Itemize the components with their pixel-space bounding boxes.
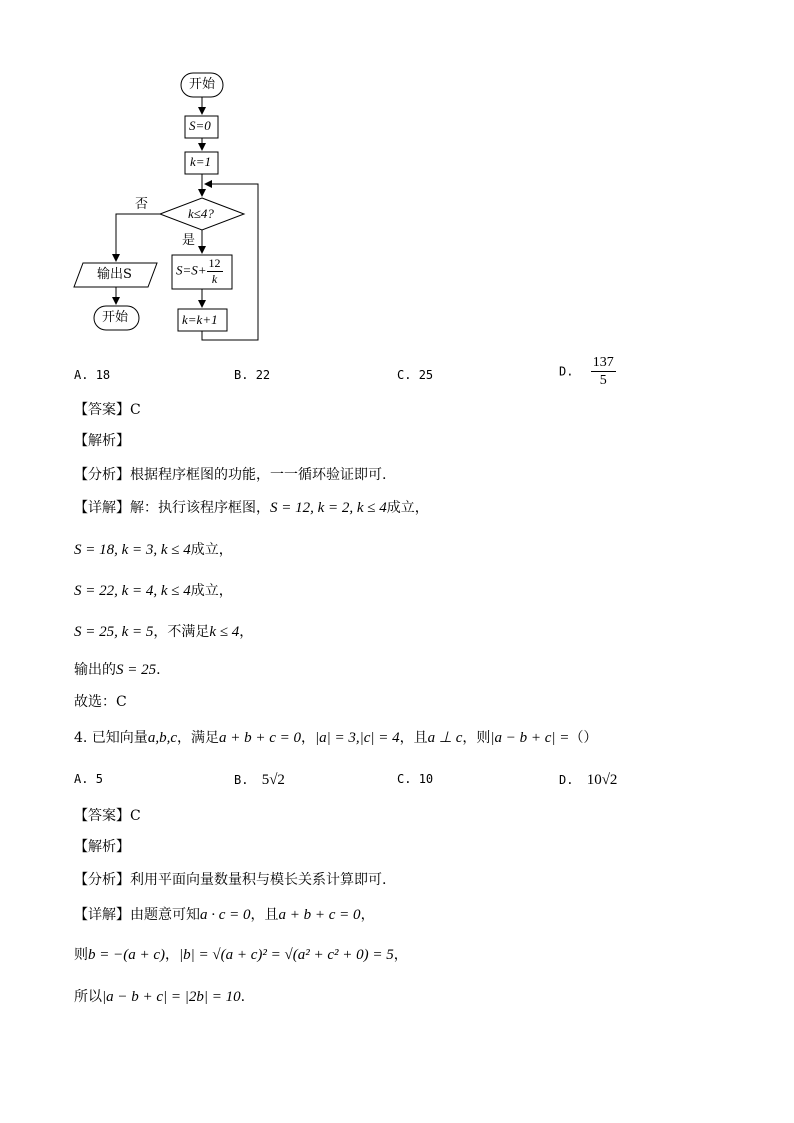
q4-d3-prefix: 所以 xyxy=(74,989,102,1005)
q3-step0-suffix: 成立， xyxy=(386,500,429,516)
q3-option-a xyxy=(74,368,110,382)
s-update-num: 12 xyxy=(208,256,221,270)
q3-option-c xyxy=(397,368,433,382)
s-init-label: S=0 xyxy=(189,118,211,133)
q4-answer-value: C xyxy=(130,808,141,824)
q4-option-b-letter: B. xyxy=(234,773,249,787)
k-init-label: k=1 xyxy=(190,154,212,169)
q4-detail-line-1 xyxy=(74,906,375,924)
no-label: 否 xyxy=(135,197,149,212)
q4-option-b xyxy=(234,772,285,789)
q3-answer xyxy=(74,401,141,419)
q4-stem-perp: a ⊥ c xyxy=(427,730,463,746)
q4-d1-mid: ，且 xyxy=(250,907,279,923)
q4-stem-d: ，且 xyxy=(399,730,428,746)
q4-stem-blank: （） xyxy=(569,730,598,746)
increment-label: k=k+1 xyxy=(182,312,218,327)
q3-detail-line-1 xyxy=(74,541,233,559)
q4-option-c-letter: C. xyxy=(397,772,412,786)
q3-output-math: S = 25 xyxy=(116,662,157,678)
q4-fenxi-tag: 【分析】 xyxy=(74,872,130,888)
q3-choice: 故选：C xyxy=(74,694,127,710)
q4-option-d-letter: D. xyxy=(559,773,574,787)
q4-stem-norms: |a| = 3,|c| = 4 xyxy=(315,730,400,746)
q3-option-b xyxy=(234,368,270,382)
q3-detail-line-0 xyxy=(74,499,429,517)
q4-detail-line-3 xyxy=(74,988,245,1006)
q4-option-a-value: 5 xyxy=(95,772,103,786)
s-update-label xyxy=(176,256,223,287)
q3-fenxi xyxy=(74,466,386,484)
q3-option-d-den: 5 xyxy=(599,373,607,388)
q4-d2-math1: b = −(a + c) xyxy=(88,947,166,963)
q3-fenxi-text: 根据程序框图的功能，一一循环验证即可. xyxy=(130,467,387,483)
q4-number: 4. xyxy=(74,730,88,746)
q3-answer-tag: 【答案】 xyxy=(74,402,130,418)
q3-step3-mid: ，不满足 xyxy=(153,624,210,640)
q4-d2-suffix: ， xyxy=(393,947,408,963)
q4-d2-mid: ， xyxy=(165,947,180,963)
q3-detail-line-2 xyxy=(74,582,233,600)
q4-option-d xyxy=(559,772,617,789)
q3-option-c-value: 25 xyxy=(418,368,434,382)
q4-option-d-value: 10√2 xyxy=(586,772,618,788)
q4-fenxi-text: 利用平面向量数量积与模长关系计算即可. xyxy=(130,872,387,888)
q4-option-a xyxy=(74,772,103,786)
q4-stem-e: ，则 xyxy=(462,730,491,746)
start-label: 开始 xyxy=(189,77,216,92)
q3-xiangjie-tag: 【详解】 xyxy=(74,500,130,516)
q4-analysis-tag: 【解析】 xyxy=(74,839,130,855)
q3-detail-line-3 xyxy=(74,623,253,641)
q3-option-d-num: 137 xyxy=(592,355,614,370)
q4-d1-prefix: 由题意可知 xyxy=(130,907,200,923)
output-label: 输出S xyxy=(97,267,132,282)
q4-d2-prefix: 则 xyxy=(74,947,88,963)
flowchart xyxy=(0,0,794,350)
q4-d3-math: |a − b + c| = |2b| = 10 xyxy=(102,989,241,1005)
q4-stem-a: 已知向量 xyxy=(91,730,148,746)
yes-label: 是 xyxy=(182,233,196,248)
q4-stem-c: ， xyxy=(301,730,316,746)
q3-step0-prefix: 解：执行该程序框图， xyxy=(130,500,270,516)
q4-option-c-value: 10 xyxy=(418,772,434,786)
q4-option-c xyxy=(397,772,433,786)
q4-xiangjie-tag: 【详解】 xyxy=(74,907,130,923)
q3-option-b-letter: B. xyxy=(234,368,249,382)
end-label: 开始 xyxy=(102,310,129,325)
q4-d2-math2: |b| = √(a + c)² = √(a² + c² + 0) = 5 xyxy=(179,947,394,963)
q3-step3-suffix: ， xyxy=(239,624,254,640)
q4-fenxi xyxy=(74,871,386,889)
q3-option-a-letter: A. xyxy=(74,368,89,382)
q3-output-suffix: . xyxy=(156,662,161,678)
condition-label: k≤4? xyxy=(188,206,214,221)
q4-d1-math2: a + b + c = 0 xyxy=(278,907,361,923)
q3-option-a-value: 18 xyxy=(95,368,111,382)
q4-stem-target: |a − b + c| = xyxy=(490,730,570,746)
q4-stem-sum: a + b + c = 0 xyxy=(218,730,302,746)
q4-detail-line-2 xyxy=(74,946,408,964)
q4-d1-math1: a · c = 0 xyxy=(200,907,251,923)
q3-option-c-letter: C. xyxy=(397,368,412,382)
q4-option-b-value: 5√2 xyxy=(261,772,285,788)
q3-analysis-tag: 【解析】 xyxy=(74,433,130,449)
q3-step3-math: S = 25, k = 5 xyxy=(74,624,154,640)
q3-fenxi-tag: 【分析】 xyxy=(74,467,130,483)
q3-step3-math2: k ≤ 4 xyxy=(209,624,240,640)
q3-option-d xyxy=(559,354,616,389)
q4-answer-tag: 【答案】 xyxy=(74,808,130,824)
s-update-prefix: S=S+ xyxy=(176,262,207,278)
s-update-den: k xyxy=(211,272,218,286)
q4-d1-suffix: ， xyxy=(360,907,375,923)
q4-stem-b: ，满足 xyxy=(176,730,219,746)
q3-output-prefix: 输出的 xyxy=(74,662,116,678)
q4-stem-vectors: a,b,c xyxy=(147,730,177,746)
q3-output-line xyxy=(74,661,161,679)
q4-answer xyxy=(74,807,141,825)
q3-option-d-letter: D. xyxy=(559,364,574,379)
q3-step2-math: S = 22, k = 4, k ≤ 4 xyxy=(74,583,191,599)
q3-step0-math: S = 12, k = 2, k ≤ 4 xyxy=(270,500,387,516)
q3-step1-suffix: 成立， xyxy=(190,542,233,558)
q3-step1-math: S = 18, k = 3, k ≤ 4 xyxy=(74,542,191,558)
q4-stem xyxy=(74,729,597,747)
q3-answer-value: C xyxy=(130,402,141,418)
q3-step2-suffix: 成立， xyxy=(190,583,233,599)
q4-option-a-letter: A. xyxy=(74,772,89,786)
q3-option-b-value: 22 xyxy=(255,368,271,382)
q4-d3-suffix: . xyxy=(240,989,246,1005)
